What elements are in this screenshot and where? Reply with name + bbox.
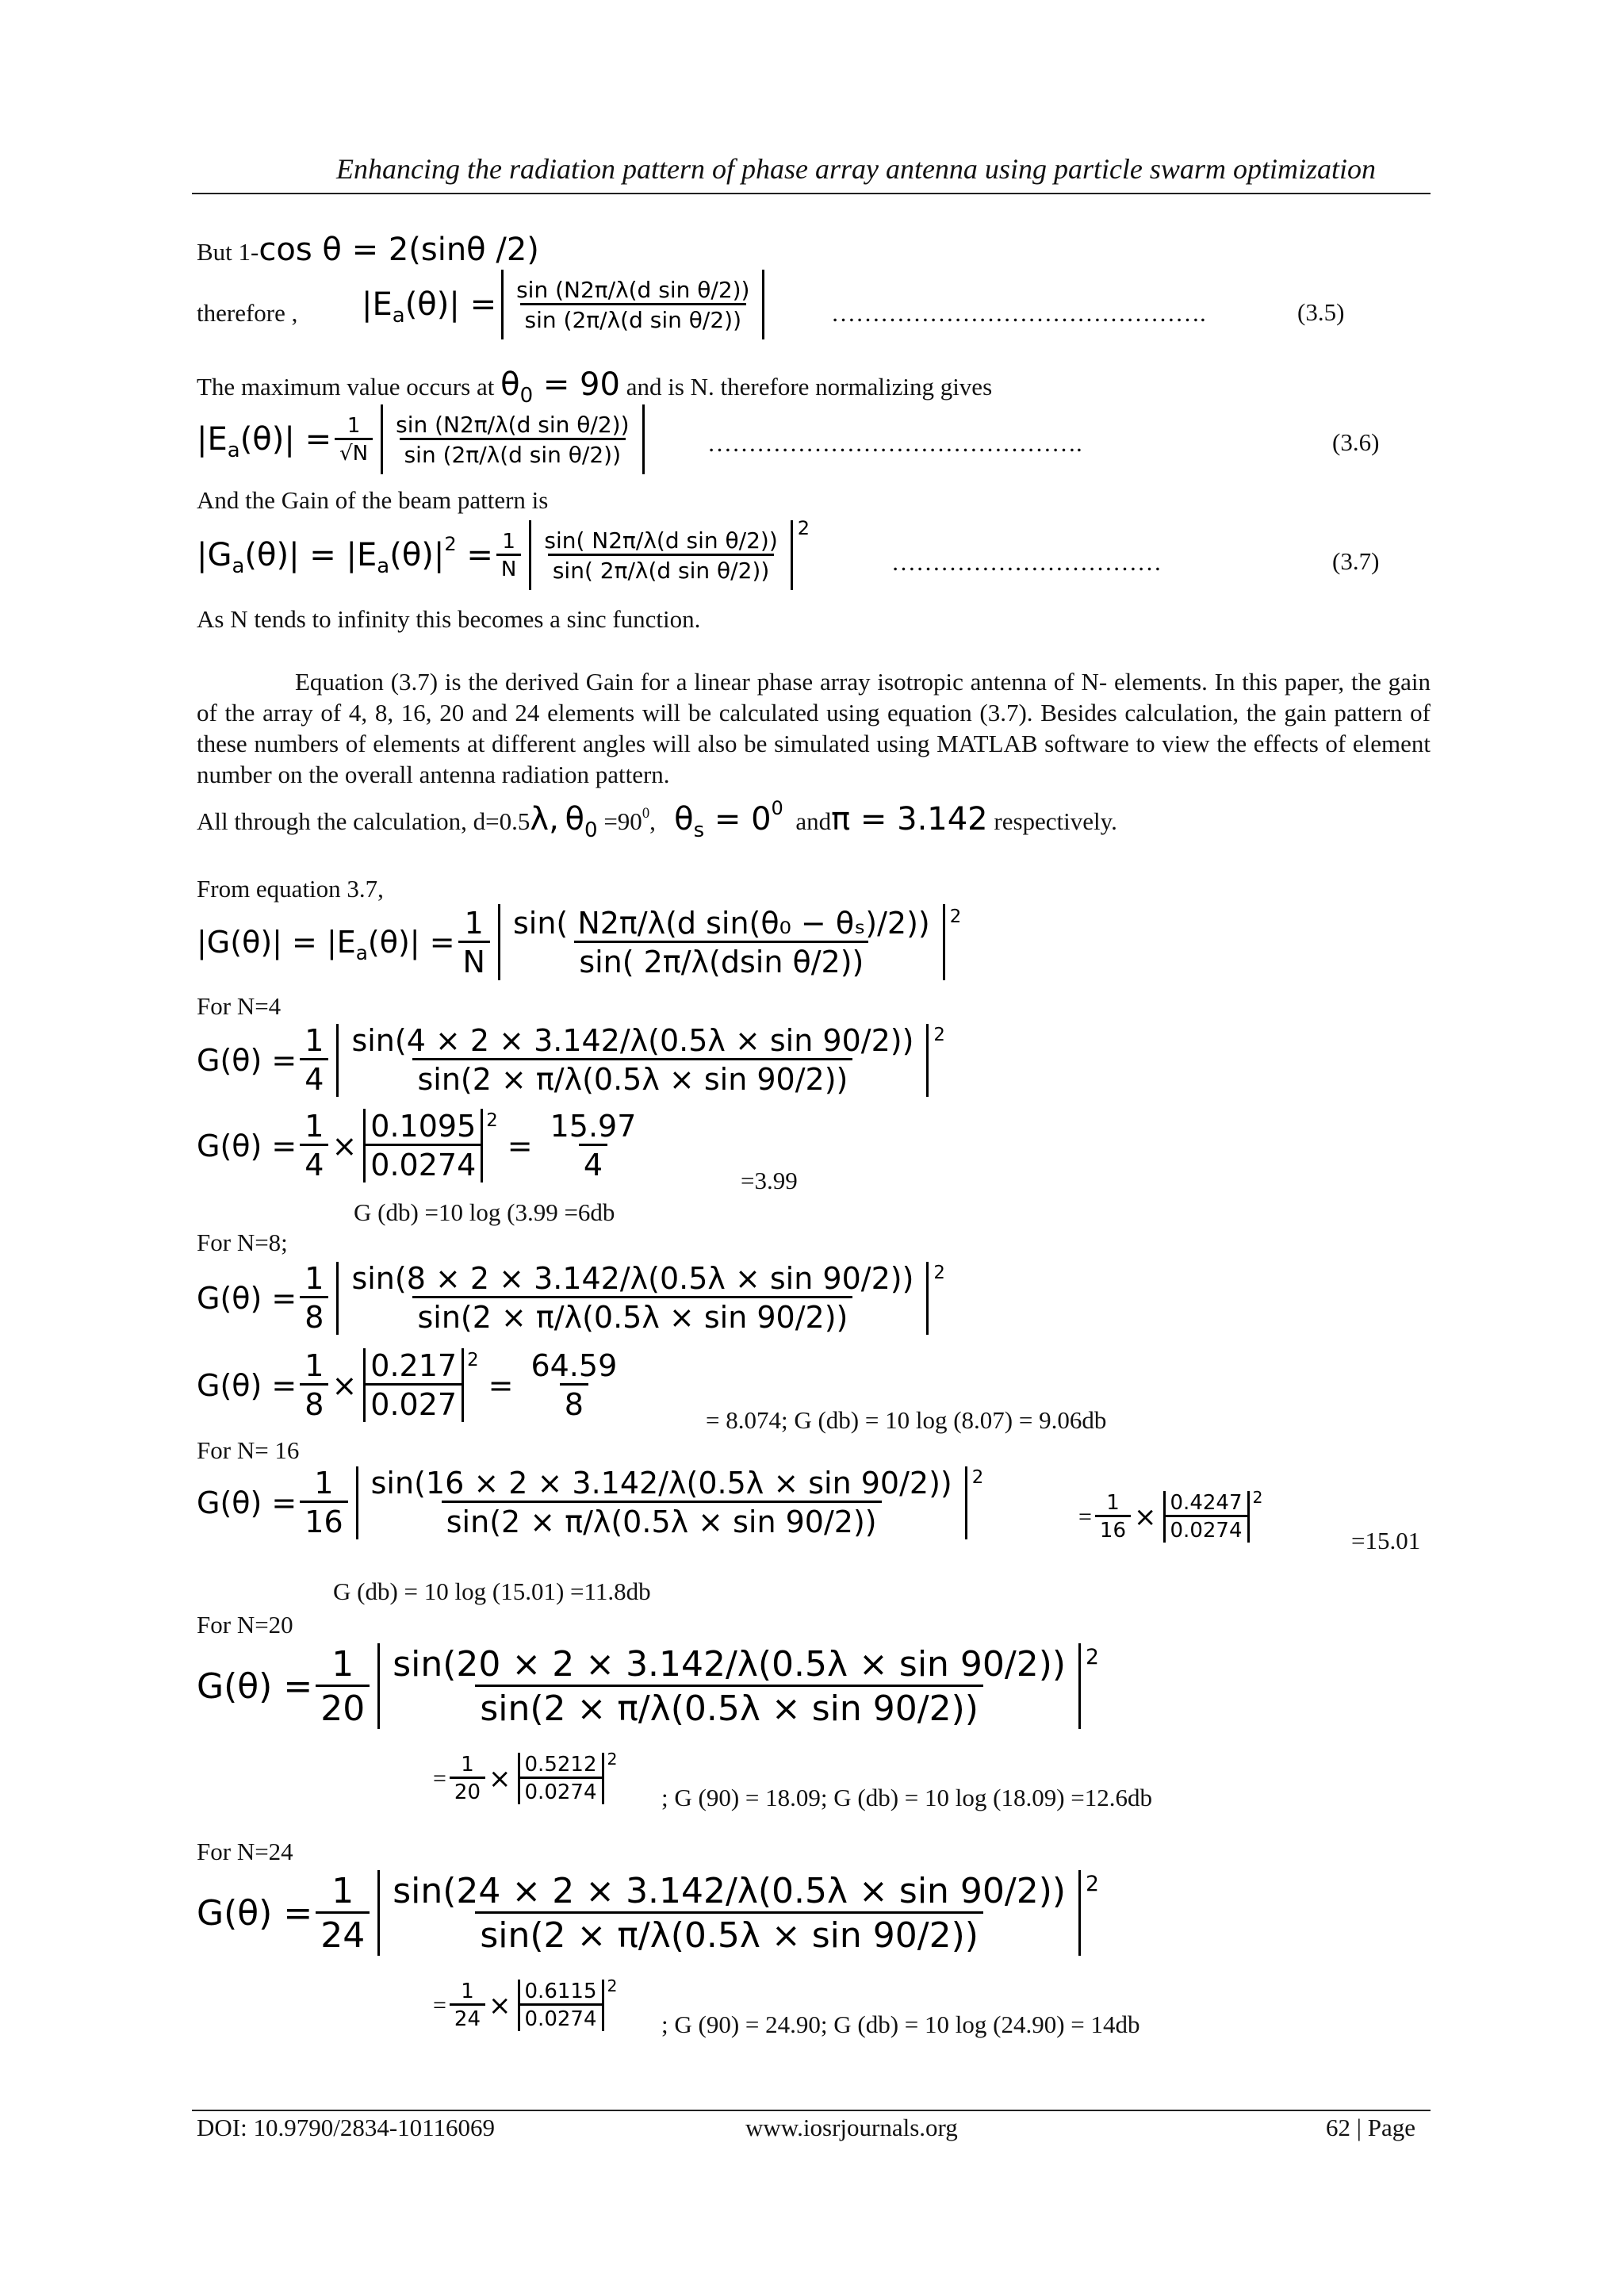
equation-3-6 bbox=[197, 404, 649, 474]
header-rule bbox=[192, 193, 1431, 194]
gain-intro: And the Gain of the beam pattern is bbox=[197, 486, 549, 514]
n8-result: = 8.074; G (db) = 10 log (8.07) = 9.06db bbox=[706, 1406, 1107, 1434]
body-paragraph: Equation (3.7) is the derived Gain for a linear phase array isotropic antenna of N- elements. In this paper, the gain of the array of 4, 8, 16, 20 and 24 elements will be calculated using equation (3.7). Besides calculation, the gain pattern of these numbers of elements at different angles will also be simulated using MATLAB software to view the effects of element number on the overall antenna radiation pattern. bbox=[197, 668, 1431, 788]
but-formula: cos θ = 2(sinθ /2) bbox=[259, 232, 539, 268]
dots-3-5: ………………………………………. bbox=[831, 299, 1206, 327]
abs-bar-left bbox=[501, 270, 504, 339]
footer-doi: DOI: 10.9790/2834-10116069 bbox=[197, 2114, 495, 2141]
n8-equation: G(θ) = $\frac{1}{8}$ $\frac{\sin(8 \times 2 \times 3.142/\lambda(0.5\lambda \times \sin 90/2))}{\sin(2 \times \pi/\lambda(0.5\lambda \times \sin 90/2))}$ 2 bbox=[197, 1261, 945, 1335]
running-header-title: Enhancing the radiation pattern of phase array antenna using particle swarm optimization bbox=[336, 153, 1376, 185]
equation-3-7: $|G_a(\theta)| = |E_a(\theta)|^2$ = $\frac{1}{N}$ $\frac{\text{sin( N2π/λ(d sin θ/2))}}{\text{sin( 2π/λ(d sin θ/2))}}$ 2 bbox=[197, 520, 810, 590]
max-value-line: The maximum value occurs at $\theta_0 = 90$ and is N. therefore normalizing gives bbox=[197, 366, 993, 408]
n24-equation: G(θ) = $\frac{1}{24}$ $\frac{\sin(24 \times 2 \times 3.142/\lambda(0.5\lambda \times \sin 90/2))}{\sin(2 \times \pi/\lambda(0.5\lambda \times \sin 90/2))}$ 2 bbox=[197, 1870, 1099, 1956]
n16-label: For N= 16 bbox=[197, 1436, 300, 1464]
e36-lhs: $|E_a(\theta)|$ = bbox=[197, 421, 332, 463]
e35-numerator: sin (N2π/λ(d sin θ/2)) bbox=[516, 276, 750, 303]
dots-3-6: ………………………………………. bbox=[707, 429, 1082, 457]
n20-equation: G(θ) = $\frac{1}{20}$ $\frac{\sin(20 \times 2 \times 3.142/\lambda(0.5\lambda \times \sin 90/2))}{\sin(2 \times \pi/\lambda(0.5\lambda \times \sin 90/2))}$ 2 bbox=[197, 1643, 1099, 1729]
n4-result: =3.99 bbox=[741, 1167, 798, 1194]
n24-evaluation: = $\frac{1}{24}$ × $\frac{0.6115}{0.0274}$ 2 bbox=[433, 1976, 618, 2031]
e35-denominator: sin (2π/λ(d sin θ/2)) bbox=[520, 303, 746, 333]
n16-equation: G(θ) = $\frac{1}{16}$ $\frac{\sin(16 \times 2 \times 3.142/\lambda(0.5\lambda \times \sin 90/2))}{\sin(2 \times \pi/\lambda(0.5\lambda \times \sin 90/2))}$ 2 bbox=[197, 1466, 984, 1539]
sinc-text: As N tends to infinity this becomes a sinc function. bbox=[197, 605, 701, 633]
dots-3-7: …………………………… bbox=[891, 548, 1162, 576]
n20-result: ; G (90) = 18.09; G (db) = 10 log (18.09) =12.6db bbox=[661, 1784, 1153, 1811]
e36-coefficient: $\frac{1}{√N}$ bbox=[335, 414, 373, 466]
n4-equation: G(θ) = $\frac{1}{4}$ $\frac{\sin(4 \times 2 \times 3.142/\lambda(0.5\lambda \times \sin 90/2))}{\sin(2 \times \pi/\lambda(0.5\lambda \times \sin 90/2))}$ 2 bbox=[197, 1023, 945, 1097]
n4-label: For N=4 bbox=[197, 992, 282, 1020]
abs-bar-right bbox=[762, 270, 764, 339]
n20-label: For N=20 bbox=[197, 1611, 293, 1639]
n16-evaluation: = $\frac{1}{16}$ × $\frac{0.4247}{0.0274}$ 2 bbox=[1078, 1488, 1263, 1543]
therefore-label: therefore , bbox=[197, 299, 298, 327]
e36-fraction: $\frac{\text{sin (N2π/λ(d sin θ/2))}}{\text{sin (2π/λ(d sin θ/2))}}$ bbox=[396, 411, 630, 468]
from-equation: From equation 3.7, bbox=[197, 875, 384, 903]
but-line bbox=[197, 230, 539, 270]
e37-lhs: $|G_a(\theta)| = |E_a(\theta)|^2$ = bbox=[197, 532, 493, 579]
parameters-line: All through the calculation, d=0.5λ, $\theta_0 =90^0$, $\theta_s = 0^0$ andπ = 3.142 respectively. bbox=[197, 796, 1117, 843]
n24-label: For N=24 bbox=[197, 1838, 293, 1865]
n8-evaluation: G(θ) = $\frac{1}{8}$ × $\frac{0.217}{0.027}$ 2 = $\frac{64.59}{8}$ bbox=[197, 1348, 618, 1422]
n8-label: For N=8; bbox=[197, 1228, 288, 1256]
footer-rule bbox=[192, 2110, 1431, 2111]
n24-result: ; G (90) = 24.90; G (db) = 10 log (24.90) = 14db bbox=[661, 2010, 1140, 2038]
n16-db: G (db) = 10 log (15.01) =11.8db bbox=[333, 1577, 651, 1605]
equation-number-3-7: (3.7) bbox=[1332, 547, 1380, 575]
n4-db: G (db) =10 log (3.99 =6db bbox=[354, 1198, 615, 1226]
e37-fraction: $\frac{\text{sin( N2π/λ(d sin θ/2))}}{\text{sin( 2π/λ(d sin θ/2))}}$ bbox=[544, 527, 778, 584]
but-prefix: But 1- bbox=[197, 238, 259, 266]
equation-3-5 bbox=[362, 270, 769, 339]
general-gain-equation: $|G(\theta)| = |E_a(\theta)|$ = $\frac{1}{N}$ $\frac{\text{sin( N2π/λ(d sin(θ₀ − θₛ)/2))}}{\text{sin( 2π/λ(dsin θ/2))}}$ 2 bbox=[197, 905, 962, 979]
equation-number-3-5: (3.5) bbox=[1297, 298, 1345, 326]
n4-evaluation: G(θ) = $\frac{1}{4}$ × $\frac{0.1095}{0.0274}$ 2 = $\frac{15.97}{4}$ bbox=[197, 1109, 637, 1182]
footer-page-number: 62 | Page bbox=[1326, 2114, 1415, 2141]
equation-number-3-6: (3.6) bbox=[1332, 428, 1380, 456]
e35-fraction bbox=[511, 277, 754, 333]
e35-lhs: $|E_a(\theta)|$ = bbox=[362, 286, 497, 328]
footer-website[interactable]: www.iosrjournals.org bbox=[745, 2114, 958, 2141]
n20-evaluation: = $\frac{1}{20}$ × $\frac{0.5212}{0.0274}$ 2 bbox=[433, 1750, 618, 1804]
n16-result: =15.01 bbox=[1351, 1527, 1421, 1554]
